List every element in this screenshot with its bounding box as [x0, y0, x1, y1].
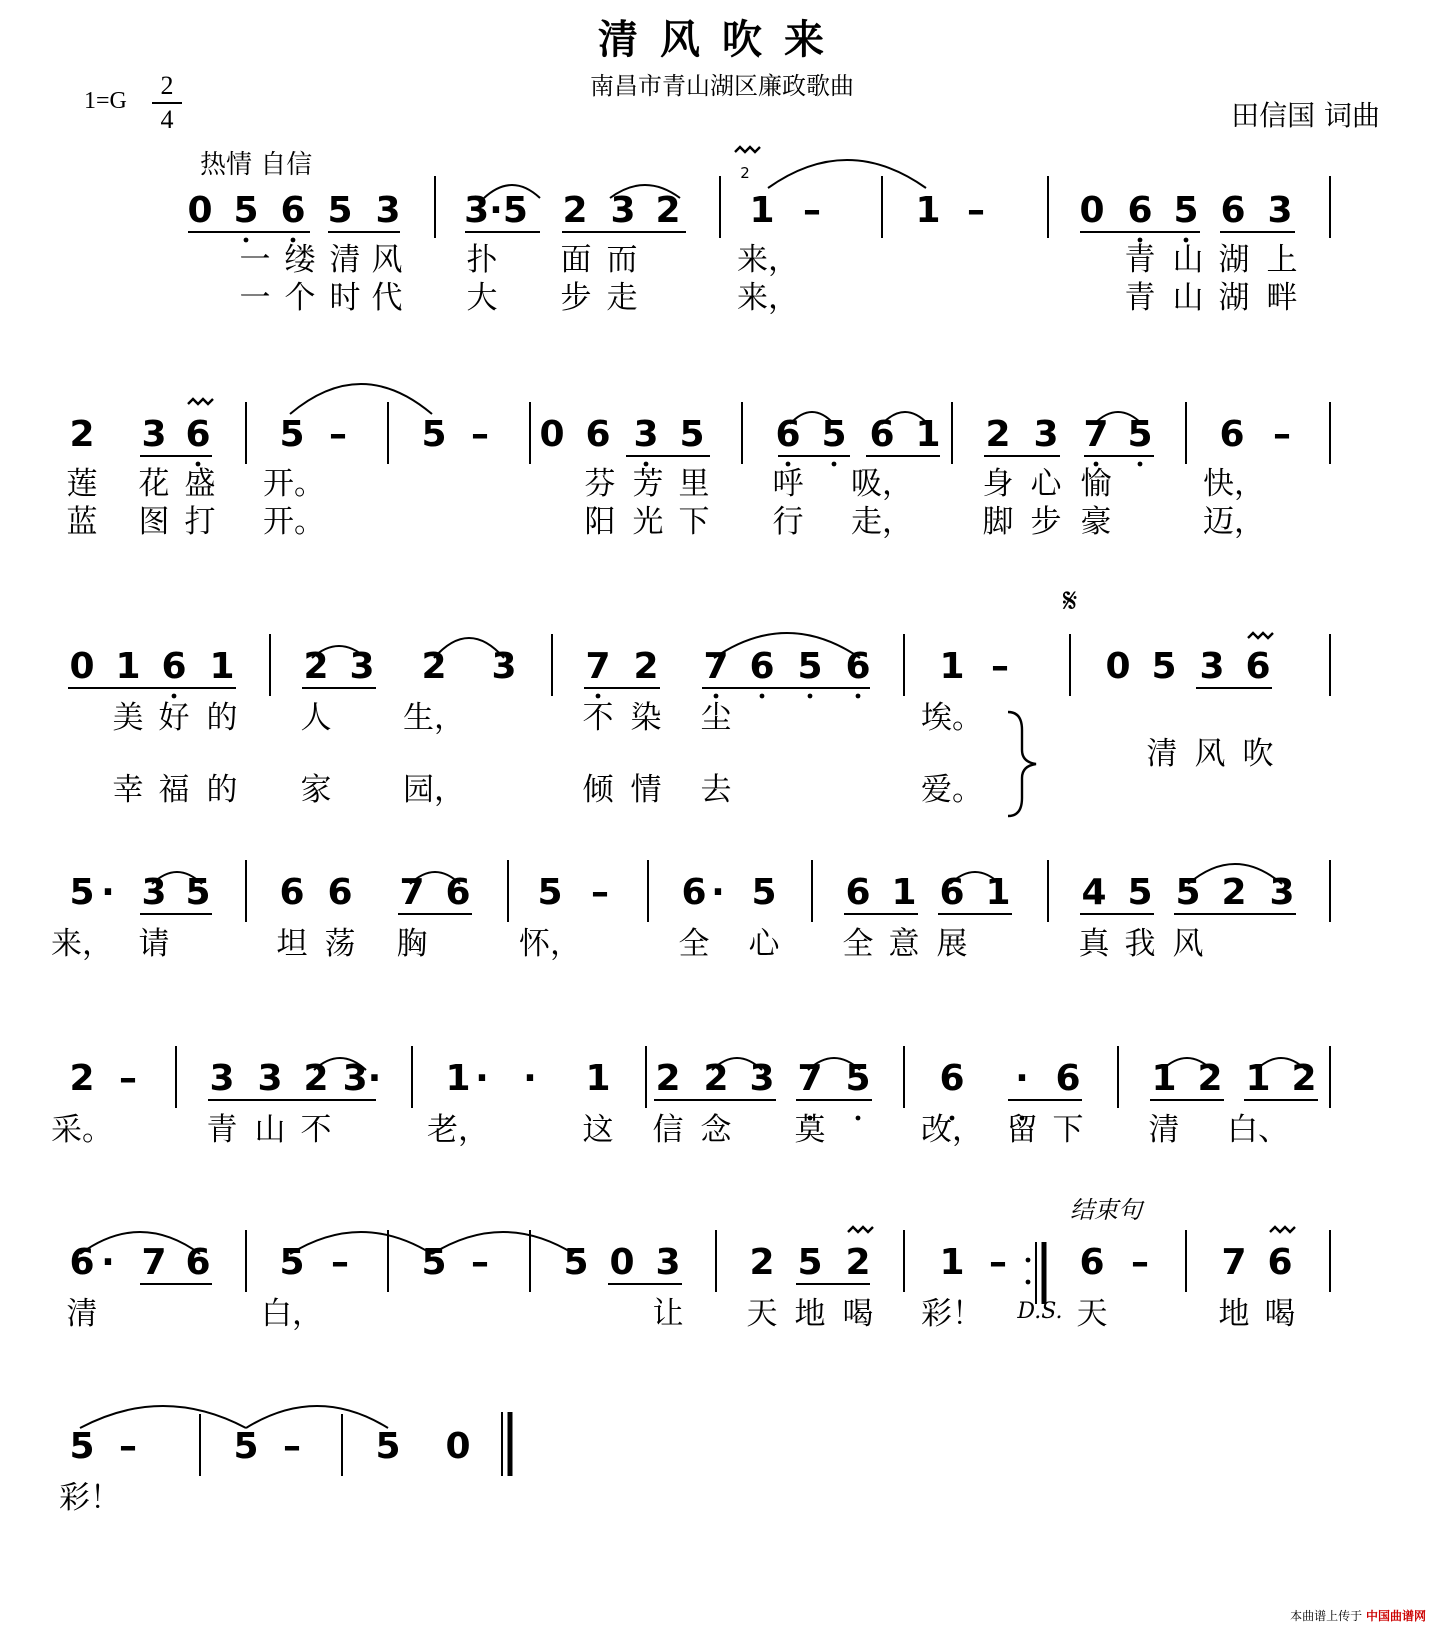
lyric-char: 来， — [737, 242, 799, 278]
note: – — [967, 190, 985, 231]
note: 1 — [749, 190, 775, 231]
note: 5 — [751, 872, 777, 913]
lyric-char: 呼 — [772, 466, 804, 502]
note: 0 — [187, 190, 213, 231]
tempo-marking: 热情 自信 — [200, 150, 313, 180]
note: 5 — [69, 1426, 95, 1467]
note: 3 — [655, 1242, 681, 1283]
lyric-char: 倾 — [582, 772, 614, 808]
trill-ornament — [1248, 633, 1273, 638]
note: 6 — [845, 646, 871, 687]
lyric-char: 花 — [138, 466, 170, 502]
note: 6 — [445, 872, 471, 913]
note: 5 — [679, 414, 705, 455]
note: 5 — [537, 872, 563, 913]
lyric-char: 走 — [606, 280, 638, 316]
octave-dot — [172, 694, 177, 699]
note: 5 — [69, 872, 95, 913]
lyric-char: 山 — [1172, 280, 1204, 316]
note: 5 — [1151, 646, 1177, 687]
trill-ornament — [735, 147, 760, 152]
note: · — [711, 872, 725, 913]
note: 2 — [1291, 1058, 1317, 1099]
note: 7 — [703, 646, 729, 687]
note: 1 — [891, 872, 917, 913]
lyric-char: 埃。 — [921, 700, 983, 736]
lyric-char: 青 — [206, 1112, 238, 1148]
note: 6 — [161, 646, 187, 687]
lyric-char: 开。 — [263, 504, 325, 540]
octave-dot — [714, 694, 719, 699]
lyric-char: 豪 — [1080, 504, 1112, 540]
note: 6 — [1220, 190, 1246, 231]
note: 1 — [915, 414, 941, 455]
lyric-char: 不 — [582, 700, 614, 736]
lyric-char: 让 — [652, 1296, 684, 1332]
note: 7 — [1221, 1242, 1247, 1283]
ending-label: 结束句 — [1070, 1196, 1142, 1224]
lyric-char: 念 — [700, 1112, 732, 1148]
lyric-char: 坦 — [276, 926, 308, 962]
lyric-char: 地 — [794, 1296, 826, 1332]
footer-watermark — [1290, 1607, 1426, 1624]
lyric-char: 这 — [582, 1112, 614, 1148]
lyric-char: 莲 — [66, 466, 98, 502]
lyric-char: 请 — [138, 926, 170, 962]
note: 6 — [279, 872, 305, 913]
note: 0 — [445, 1426, 471, 1467]
note: 3 — [1269, 872, 1295, 913]
lyric-char: 清 — [1148, 1112, 1180, 1148]
lyric-char: 代 — [371, 280, 403, 316]
note: 3 — [633, 414, 659, 455]
trill-ornament — [188, 399, 213, 404]
octave-dot — [1026, 1280, 1031, 1285]
lyric-char: 愉 — [1080, 466, 1112, 502]
lyric-char: 个 — [284, 280, 316, 316]
lyric-char: 面 — [560, 242, 592, 278]
note: – — [471, 1242, 489, 1283]
note: 0 — [1105, 646, 1131, 687]
slur — [80, 1232, 200, 1254]
note: – — [119, 1058, 137, 1099]
lyric-char: 行 — [772, 504, 804, 540]
note: – — [1273, 414, 1291, 455]
note: 2 — [69, 414, 95, 455]
lyric-char: 清 — [66, 1296, 98, 1332]
trill-ornament — [848, 1227, 873, 1232]
note: 6 — [775, 414, 801, 455]
note: 5 — [421, 414, 447, 455]
lyric-char: 图 — [138, 504, 170, 540]
lyric-char: 清 — [329, 242, 361, 278]
note: 6 — [280, 190, 306, 231]
lyric-char: 湖 — [1218, 280, 1250, 316]
lyric-char: 彩！ — [921, 1296, 983, 1332]
lyric-char: 青 — [1124, 242, 1156, 278]
octave-dot — [1138, 462, 1143, 467]
note: 5 — [233, 190, 259, 231]
lyric-char: 福 — [158, 772, 190, 808]
note: 3 — [141, 414, 167, 455]
note: 2 — [1197, 1058, 1223, 1099]
octave-dot — [808, 694, 813, 699]
note: 2 — [69, 1058, 95, 1099]
note: 3 — [1033, 414, 1059, 455]
note: 3 — [749, 1058, 775, 1099]
note: 3 — [1199, 646, 1225, 687]
note: 6 — [1219, 414, 1245, 455]
note: 2 — [421, 646, 447, 687]
note: 6 — [185, 414, 211, 455]
lyric-char: 而 — [606, 242, 638, 278]
note: 7 — [797, 1058, 823, 1099]
lyric-char: 风 — [371, 242, 403, 278]
note: 5 — [279, 1242, 305, 1283]
lyric-char: 荡 — [324, 926, 356, 962]
note: 6 — [845, 872, 871, 913]
lyric-char: 彩！ — [59, 1480, 121, 1516]
lyric-char: 留 — [1006, 1112, 1038, 1148]
note: – — [591, 872, 609, 913]
lyric-char: 生， — [403, 700, 465, 736]
note: 3·5 — [464, 190, 528, 231]
note: 5 — [375, 1426, 401, 1467]
note: 2 — [633, 646, 659, 687]
lyric-char: 莫 — [794, 1112, 826, 1148]
note: · — [1015, 1058, 1029, 1099]
lyric-char: 信 — [652, 1112, 684, 1148]
note: 5 — [1173, 190, 1199, 231]
note: 7 — [585, 646, 611, 687]
lyric-char: 怀， — [519, 926, 581, 962]
note: 6 — [327, 872, 353, 913]
lyric-char: 喝 — [842, 1296, 874, 1332]
note: 6 — [1267, 1242, 1293, 1283]
octave-dot — [856, 694, 861, 699]
lyric-char: 一 — [239, 242, 271, 278]
slur — [290, 384, 432, 414]
lyric-char: 改， — [921, 1112, 983, 1148]
note: 6 — [939, 872, 965, 913]
octave-dot — [832, 462, 837, 467]
lyric-char: 畔 — [1266, 280, 1298, 316]
note: 1 — [115, 646, 141, 687]
lyric-char: 盛 — [184, 466, 216, 502]
note: 2 — [655, 190, 681, 231]
lyric-char: 尘 — [700, 700, 732, 736]
lyric-char: 身 — [982, 466, 1014, 502]
verse-brace — [1008, 712, 1036, 816]
note: 3· — [342, 1058, 382, 1099]
lyric-char: 染 — [630, 700, 662, 736]
note: 5 — [185, 872, 211, 913]
song-title: 清风吹来 — [598, 16, 846, 63]
note: 6 — [681, 872, 707, 913]
note: 5 — [233, 1426, 259, 1467]
time-signature-top: 2 — [160, 71, 174, 100]
note: 1 — [1151, 1058, 1177, 1099]
note: 5 — [1127, 414, 1153, 455]
lyric-char: 心 — [748, 926, 780, 962]
note: 1 — [915, 190, 941, 231]
octave-dot — [760, 694, 765, 699]
note: 5 — [1175, 872, 1201, 913]
lyric-char: 开。 — [263, 466, 325, 502]
note: – — [989, 1242, 1007, 1283]
trill-ornament — [1270, 1227, 1295, 1232]
lyric-char: 幸 — [112, 772, 144, 808]
note: 0 — [539, 414, 565, 455]
lyric-char: 喝 — [1264, 1296, 1296, 1332]
note: 6 — [1079, 1242, 1105, 1283]
lyric-char: 来， — [737, 280, 799, 316]
lyric-char: 快， — [1203, 466, 1265, 502]
octave-dot — [596, 694, 601, 699]
lyric-char: 时 — [329, 280, 361, 316]
note: 1 — [585, 1058, 611, 1099]
note: 1 — [985, 872, 1011, 913]
lyric-char: 爱。 — [921, 772, 983, 808]
note: 0 — [69, 646, 95, 687]
note: – — [283, 1426, 301, 1467]
note: 6 — [1245, 646, 1271, 687]
lyric-char: 白、 — [1227, 1112, 1289, 1148]
note: 1 — [1245, 1058, 1271, 1099]
note: 2 — [1221, 872, 1247, 913]
note: 6 — [939, 1058, 965, 1099]
lyric-char: 美 — [112, 700, 144, 736]
note: 3 — [141, 872, 167, 913]
lyric-char: 天 — [1076, 1296, 1108, 1332]
lyric-char: 全 — [842, 926, 874, 962]
lyric-char: 胸 — [396, 926, 428, 962]
note: 7 — [399, 872, 425, 913]
lyric-char: 天 — [746, 1296, 778, 1332]
note: · — [101, 872, 115, 913]
lyric-char: 采。 — [51, 1112, 113, 1148]
note: · — [475, 1058, 489, 1099]
slur — [80, 1406, 246, 1428]
slur — [432, 1232, 574, 1254]
lyric-char: 我 — [1124, 926, 1156, 962]
note: 2 — [845, 1242, 871, 1283]
lyric-char: 意 — [888, 926, 920, 962]
note: 5 — [797, 646, 823, 687]
lyric-char: 老， — [427, 1112, 489, 1148]
lyric-char: 下 — [1052, 1112, 1084, 1148]
note: 2 — [985, 414, 1011, 455]
lyric-char: 缕 — [284, 242, 316, 278]
segno-sign: 𝄋 — [1062, 581, 1078, 621]
lyric-char: 不 — [300, 1112, 332, 1148]
octave-dot — [1026, 1258, 1031, 1263]
lyric-char: 下 — [678, 504, 710, 540]
note: 6 — [749, 646, 775, 687]
slur — [246, 1406, 388, 1428]
footer-brand-logo: 中国曲谱网 — [1365, 1609, 1426, 1623]
note: 2 — [562, 190, 588, 231]
note: 6 — [185, 1242, 211, 1283]
lyric-char: 的 — [206, 772, 238, 808]
note: 3 — [375, 190, 401, 231]
note: – — [119, 1426, 137, 1467]
note: 2 — [303, 646, 329, 687]
slur — [714, 633, 860, 658]
slur — [768, 160, 926, 188]
note: – — [331, 1242, 349, 1283]
note: 6 — [869, 414, 895, 455]
note: 5 — [421, 1242, 447, 1283]
lyric-char: 一 — [239, 280, 271, 316]
lyric-char: 吹 — [1242, 736, 1274, 772]
lyric-char: 芳 — [632, 466, 664, 502]
lyric-char: 风 — [1172, 926, 1204, 962]
octave-dot — [856, 1116, 861, 1121]
note: 5 — [279, 414, 305, 455]
note: 5 — [327, 190, 353, 231]
ornament-number: 2 — [740, 164, 750, 182]
lyric-char: 山 — [254, 1112, 286, 1148]
note: 2 — [703, 1058, 729, 1099]
note: · — [523, 1058, 537, 1099]
key-signature: 1=G — [84, 88, 127, 114]
note: 6 — [69, 1242, 95, 1283]
song-subtitle: 南昌市青山湖区廉政歌曲 — [590, 72, 854, 100]
note: 3 — [610, 190, 636, 231]
lyric-char: 走， — [851, 504, 913, 540]
lyric-char: 青 — [1124, 280, 1156, 316]
lyric-char: 清 — [1146, 736, 1178, 772]
lyric-char: 扑 — [466, 242, 498, 278]
note: 2 — [303, 1058, 329, 1099]
lyric-char: 阳 — [584, 504, 616, 540]
note: 3 — [209, 1058, 235, 1099]
note: 2 — [655, 1058, 681, 1099]
lyric-char: 上 — [1266, 242, 1298, 278]
lyric-char: 蓝 — [66, 504, 98, 540]
note: 3 — [491, 646, 517, 687]
note: 1 — [445, 1058, 471, 1099]
note: 0 — [1079, 190, 1105, 231]
lyric-char: 吸， — [851, 466, 913, 502]
note: 6 — [585, 414, 611, 455]
lyric-char: 光 — [632, 504, 664, 540]
lyric-char: 山 — [1172, 242, 1204, 278]
note: 7 — [141, 1242, 167, 1283]
note: 5 — [797, 1242, 823, 1283]
lyric-char: 脚 — [982, 504, 1014, 540]
footer-text: 本曲谱上传于 — [1290, 1609, 1363, 1623]
note: – — [329, 414, 347, 455]
lyric-char: 打 — [184, 504, 216, 540]
lyric-char: 心 — [1030, 466, 1062, 502]
note: 2 — [749, 1242, 775, 1283]
note: 1 — [939, 1242, 965, 1283]
lyric-char: 情 — [630, 772, 662, 808]
note: – — [803, 190, 821, 231]
note: – — [471, 414, 489, 455]
lyric-char: 来， — [51, 926, 113, 962]
lyric-char: 全 — [678, 926, 710, 962]
lyric-char: 家 — [300, 772, 332, 808]
note: 6 — [1127, 190, 1153, 231]
time-signature-bottom: 4 — [160, 105, 174, 134]
lyric-char: 好 — [158, 700, 190, 736]
lyric-char: 里 — [678, 466, 710, 502]
lyric-char: 的 — [206, 700, 238, 736]
slur — [290, 1232, 432, 1254]
note: · — [101, 1242, 115, 1283]
note: 1 — [939, 646, 965, 687]
note: 3 — [349, 646, 375, 687]
note: 5 — [563, 1242, 589, 1283]
lyric-char: 芬 — [584, 466, 616, 502]
lyric-char: 湖 — [1218, 242, 1250, 278]
note: 5 — [821, 414, 847, 455]
note: 1 — [209, 646, 235, 687]
lyric-char: 步 — [560, 280, 592, 316]
lyric-char: 迈， — [1203, 504, 1265, 540]
note: 4 — [1081, 872, 1107, 913]
da-segno-marking: D.S. — [1017, 1299, 1063, 1324]
lyricist-composer-credit: 田信国 词曲 — [1231, 99, 1380, 132]
note: 5 — [845, 1058, 871, 1099]
note: 3 — [1267, 190, 1293, 231]
lyric-char: 真 — [1078, 926, 1110, 962]
lyric-char: 大 — [466, 280, 498, 316]
note: 7 — [1083, 414, 1109, 455]
lyric-char: 步 — [1030, 504, 1062, 540]
lyric-char: 白， — [261, 1296, 323, 1332]
note: – — [991, 646, 1009, 687]
lyric-char: 地 — [1218, 1296, 1250, 1332]
note: 0 — [609, 1242, 635, 1283]
lyric-char: 展 — [936, 926, 968, 962]
note: 5 — [1127, 872, 1153, 913]
lyric-char: 园， — [403, 772, 465, 808]
note: 3 — [257, 1058, 283, 1099]
note: 6 — [1055, 1058, 1081, 1099]
lyric-char: 人 — [300, 700, 332, 736]
lyric-char: 去 — [700, 772, 732, 808]
note: – — [1131, 1242, 1149, 1283]
lyric-char: 风 — [1194, 736, 1226, 772]
